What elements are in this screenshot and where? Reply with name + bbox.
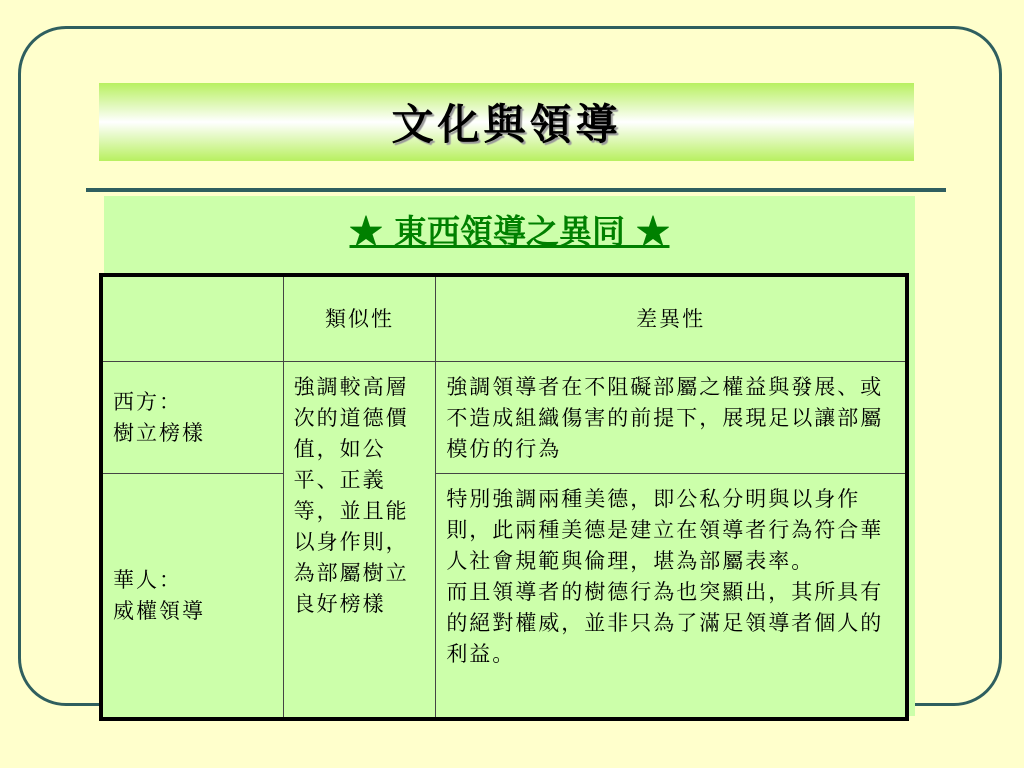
comparison-table [99,273,909,721]
table-row [101,474,907,720]
row-label-line: 樹立榜樣 [113,420,205,445]
row-label-line: 西方： [113,389,182,414]
title-band [99,83,914,161]
table-row [101,362,907,474]
difference-cell-west: 強調領導者在不阻礙部屬之權益與發展、或不造成組織傷害的前提下，展現足以讓部屬模仿的行為 [436,362,907,474]
row-label-line: 威權領導 [113,598,205,623]
row-label-west [101,362,283,474]
header-similarity: 類似性 [283,275,436,362]
row-label-chinese [101,474,283,720]
subtitle-text: ★ 東西領導之異同 ★ [349,212,670,251]
similarity-cell: 強調較高層次的道德價值，如公平、正義等，並且能以身作則，為部屬樹立良好榜樣 [283,362,436,720]
title-divider [86,188,946,192]
header-empty-cell [101,275,283,362]
difference-paragraph: 特別強調兩種美德，即公私分明與以身作則，此兩種美德是建立在領導者行為符合華人社會規範與倫理，堪為部屬表率。 [446,487,884,573]
row-label-line: 華人： [113,567,182,592]
header-difference: 差異性 [436,275,907,362]
table-header-row [101,275,907,362]
difference-paragraph: 而且領導者的樹德行為也突顯出，其所具有的絕對權威，並非只為了滿足領導者個人的利益。 [446,580,884,666]
slide-title: 文化與領導 [391,100,622,149]
difference-cell-chinese [436,474,907,720]
slide-subtitle [104,206,915,253]
